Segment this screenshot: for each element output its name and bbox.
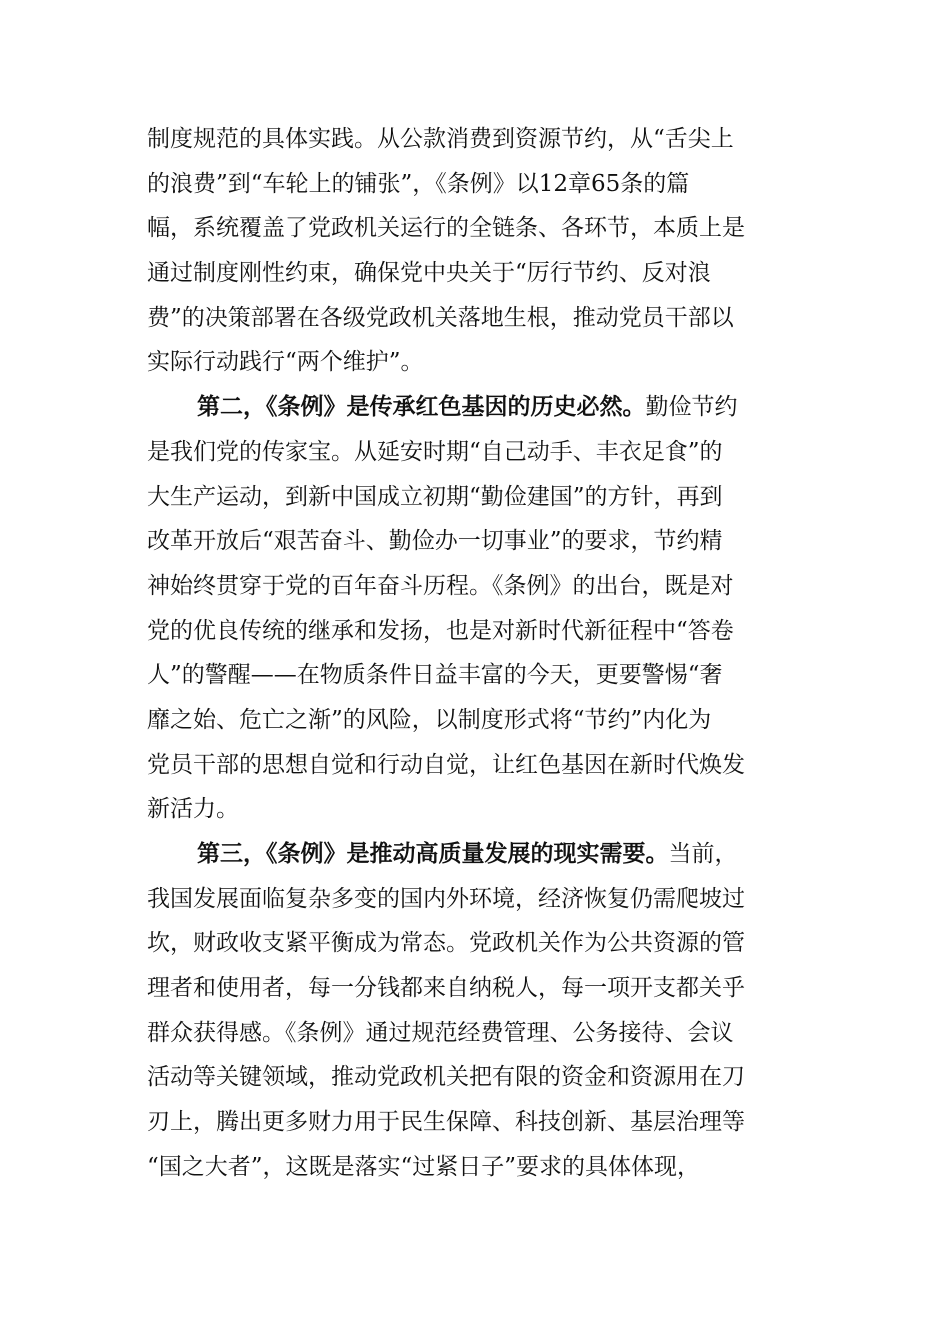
paragraph-3-first-line [147, 832, 807, 877]
paragraph-2-line: 靡之始、危亡之渐”的风险，以制度形式将“节约”内化为 [147, 706, 712, 733]
paragraph-2-first-line [147, 385, 807, 430]
paragraph-3-first-line-text: 当前， [668, 841, 738, 867]
paragraph-3-heading: 第三，《条例》是推动高质量发展的现实需要。 [197, 840, 669, 867]
paragraph-3-line: 我国发展面临复杂多变的国内外环境，经济恢复仍需爬坡过 [147, 885, 745, 912]
paragraph-2-line: 神始终贯穿于党的百年奋斗历程。《条例》的出台，既是对 [147, 572, 734, 599]
paragraph-2-heading: 第二，《条例》是传承红色基因的历史必然。 [197, 393, 646, 421]
paragraph-3-line: 坎，财政收支紧平衡成为常态。党政机关作为公共资源的管 [147, 930, 745, 957]
paragraph-2-line: 改革开放后“艰苦奋斗、勤俭办一切事业”的要求，节约精 [147, 528, 723, 555]
paragraph-3-line: 刃上，腾出更多财力用于民生保障、科技创新、基层治理等 [147, 1109, 745, 1136]
paragraph-1-line: 通过制度刚性约束，确保党中央关于“厉行节约、反对浪 [147, 260, 711, 287]
paragraph-2-line: 大生产运动，到新中国成立初期“勤俭建国”的方针，再到 [147, 483, 723, 510]
paragraph-3-line: 理者和使用者，每一分钱都来自纳税人，每一项开支都关乎 [147, 975, 745, 1002]
paragraph-1-line: 费”的决策部署在各级党政机关落地生根，推动党员干部以 [147, 304, 734, 331]
paragraph-3-line: “国之大者”，这既是落实“过紧日子”要求的具体体现， [147, 1153, 701, 1180]
paragraph-1-line: 的浪费”到“车轮上的铺张”，《条例》以12章65条的篇 [147, 170, 690, 197]
paragraph-1-line: 幅，系统覆盖了党政机关运行的全链条、各环节，本质上是 [147, 215, 745, 242]
paragraph-1-line: 实际行动践行“两个维护”。 [147, 349, 424, 376]
paragraph-2-line: 是我们党的传家宝。从延安时期“自己动手、丰衣足食”的 [147, 438, 723, 465]
paragraph-1-line: 制度规范的具体实践。从公款消费到资源节约，从“舌尖上 [147, 126, 734, 152]
paragraph-2-line: 人”的警醒——在物质条件日益丰富的今天，更要警惕“奢 [147, 662, 723, 689]
document-body [147, 117, 807, 1190]
paragraph-2-line: 党员干部的思想自觉和行动自觉，让红色基因在新时代焕发 [147, 751, 745, 778]
paragraph-2-line: 新活力。 [147, 796, 239, 823]
paragraph-2-line: 党的优良传统的继承和发扬，也是对新时代新征程中“答卷 [147, 617, 734, 644]
paragraph-3-line: 活动等关键领域，推动党政机关把有限的资金和资源用在刀 [147, 1064, 745, 1091]
paragraph-2-first-line-text: 勤俭节约 [645, 394, 738, 421]
paragraph-3-line: 群众获得感。《条例》通过规范经费管理、公务接待、会议 [147, 1019, 734, 1046]
